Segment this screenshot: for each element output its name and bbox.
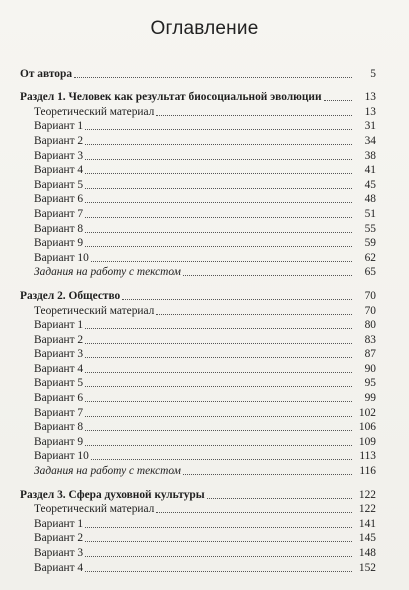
dot-leader (122, 299, 352, 300)
toc-page-number: 70 (364, 289, 376, 302)
toc-page-number: 34 (364, 134, 376, 147)
dot-leader (74, 77, 352, 78)
toc-entry-label: Вариант 4 (34, 362, 84, 375)
toc-entry-label: Вариант 8 (34, 421, 84, 434)
dot-leader (85, 372, 352, 373)
toc-entry (20, 332, 376, 347)
dot-leader (85, 541, 352, 542)
toc-entry-label: Раздел 1. Человек как результат биосоциальной эволюции (20, 91, 322, 104)
toc-page-number: 113 (359, 450, 376, 463)
toc-page-number: 5 (370, 67, 376, 80)
toc-entry-label: Вариант 1 (34, 517, 84, 530)
toc-page-number: 41 (364, 164, 376, 177)
toc-entry (20, 104, 376, 119)
table-of-contents (20, 66, 376, 575)
toc-page-number: 31 (364, 120, 376, 133)
dot-leader (85, 430, 352, 431)
toc-page-number: 152 (358, 561, 376, 574)
toc-page-number: 95 (364, 377, 376, 390)
toc-page-number: 70 (364, 304, 376, 317)
toc-entry-label: Вариант 3 (34, 149, 84, 162)
dot-leader (85, 217, 352, 218)
toc-page-number: 99 (364, 392, 376, 405)
dot-leader (183, 474, 352, 475)
toc-entry-label: Вариант 8 (34, 222, 84, 235)
toc-page-number: 38 (364, 149, 376, 162)
dot-leader (85, 401, 352, 402)
toc-entry-label: Вариант 5 (34, 377, 84, 390)
toc-page-number: 122 (358, 503, 376, 516)
toc-entry (20, 449, 376, 464)
toc-page-number: 109 (358, 435, 376, 448)
toc-entry-label: Вариант 6 (34, 392, 84, 405)
dot-leader (207, 498, 352, 499)
toc-entry-label: Теоретический материал (34, 105, 155, 118)
toc-entry (20, 347, 376, 362)
toc-page-number: 148 (358, 547, 376, 559)
toc-entry-label: Вариант 9 (34, 237, 84, 250)
toc-entry-label: Вариант 10 (34, 251, 89, 264)
toc-entry-label: Вариант 2 (34, 532, 84, 545)
toc-page-number: 102 (358, 406, 376, 419)
dot-leader (85, 159, 352, 160)
toc-entry-label: Вариант 3 (34, 348, 84, 361)
toc-entry (20, 177, 376, 192)
toc-entry (20, 531, 376, 546)
toc-entry (20, 516, 376, 531)
toc-page-number: 48 (364, 193, 376, 206)
dot-leader (156, 512, 352, 513)
toc-entry-author (20, 66, 376, 81)
toc-section (20, 487, 376, 575)
dot-leader (85, 416, 352, 417)
dot-leader (85, 188, 352, 189)
toc-page-number: 90 (364, 362, 376, 375)
toc-entry-label: Задания на работу с текстом (34, 266, 181, 279)
dot-leader (156, 314, 352, 315)
toc-entry-label: Вариант 3 (34, 547, 84, 559)
toc-entry (20, 318, 376, 333)
toc-entry-label: Вариант 9 (34, 435, 84, 448)
toc-entry (20, 192, 376, 207)
toc-entry (20, 221, 376, 236)
toc-entry-label: Вариант 6 (34, 193, 84, 206)
toc-entry (20, 206, 376, 221)
toc-entry (20, 560, 376, 575)
dot-leader (85, 144, 352, 145)
toc-entry (20, 250, 376, 265)
dot-leader (85, 232, 352, 233)
toc-page-number: 13 (364, 105, 376, 118)
toc-entry-label: Вариант 4 (34, 164, 84, 177)
toc-entry-label: Вариант 2 (34, 333, 84, 346)
dot-leader (85, 202, 352, 203)
toc-section-heading (20, 90, 376, 105)
toc-entry (20, 119, 376, 134)
toc-entry (20, 502, 376, 517)
toc-entry-label: Вариант 2 (34, 134, 84, 147)
toc-entry-label: Вариант 1 (34, 319, 84, 332)
dot-leader (156, 115, 352, 116)
toc-page-number: 59 (364, 237, 376, 250)
toc-entry-label: Вариант 10 (34, 450, 89, 463)
toc-entry (20, 265, 376, 280)
dot-leader (85, 357, 352, 358)
dot-leader (85, 343, 352, 344)
toc-page-number: 141 (358, 517, 376, 530)
toc-page-number: 83 (364, 333, 376, 346)
toc-page-number: 55 (364, 222, 376, 235)
toc-entry-label: Вариант 7 (34, 406, 84, 419)
toc-entry-label: Вариант 1 (34, 120, 84, 133)
toc-entry-label: От автора (20, 67, 73, 80)
dot-leader (85, 386, 352, 387)
toc-page-number: 62 (364, 251, 376, 264)
toc-entry (20, 148, 376, 163)
toc-entry-label: Вариант 7 (34, 207, 84, 220)
dot-leader (85, 556, 352, 557)
dot-leader (91, 261, 352, 262)
toc-entry (20, 236, 376, 251)
toc-page-number: 51 (364, 207, 376, 220)
toc-entry (20, 376, 376, 391)
dot-leader (85, 445, 352, 446)
toc-entry (20, 163, 376, 178)
toc-entry-label: Теоретический материал (34, 304, 155, 317)
toc-entry-label: Теоретический материал (34, 503, 155, 516)
toc-section-heading (20, 487, 376, 502)
toc-page-number: 106 (358, 421, 376, 434)
toc-section (20, 90, 376, 280)
toc-entry (20, 434, 376, 449)
dot-leader (85, 129, 352, 130)
toc-page-number: 87 (364, 348, 376, 361)
toc-page-number: 80 (364, 319, 376, 332)
toc-entry-label: Раздел 3. Сфера духовной культуры (20, 488, 205, 501)
toc-page-number: 45 (364, 178, 376, 191)
toc-page-number: 122 (358, 488, 376, 501)
dot-leader (85, 571, 352, 572)
dot-leader (91, 459, 352, 460)
dot-leader (85, 246, 352, 247)
toc-entry-label: Вариант 4 (34, 561, 84, 574)
toc-entry (20, 303, 376, 318)
dot-leader (85, 173, 352, 174)
dot-leader (85, 527, 352, 528)
toc-page-number: 13 (364, 91, 376, 104)
toc-entry-label: Вариант 5 (34, 178, 84, 191)
dot-leader (85, 328, 352, 329)
toc-entry (20, 405, 376, 420)
toc-page-number: 145 (358, 532, 376, 545)
toc-entry (20, 463, 376, 478)
dot-leader (324, 100, 352, 101)
toc-entry (20, 361, 376, 376)
dot-leader (183, 275, 352, 276)
toc-entry (20, 390, 376, 405)
toc-entry (20, 420, 376, 435)
toc-entry-label: Задания на работу с текстом (34, 465, 181, 478)
toc-page-number: 116 (359, 465, 376, 478)
toc-page-number: 65 (364, 266, 376, 279)
toc-sections (20, 90, 376, 575)
page-title: Оглавление (150, 18, 259, 39)
toc-entry (20, 545, 376, 560)
toc-section-heading (20, 288, 376, 303)
toc-section (20, 288, 376, 478)
toc-entry (20, 133, 376, 148)
toc-entry-label: Раздел 2. Общество (20, 289, 121, 302)
